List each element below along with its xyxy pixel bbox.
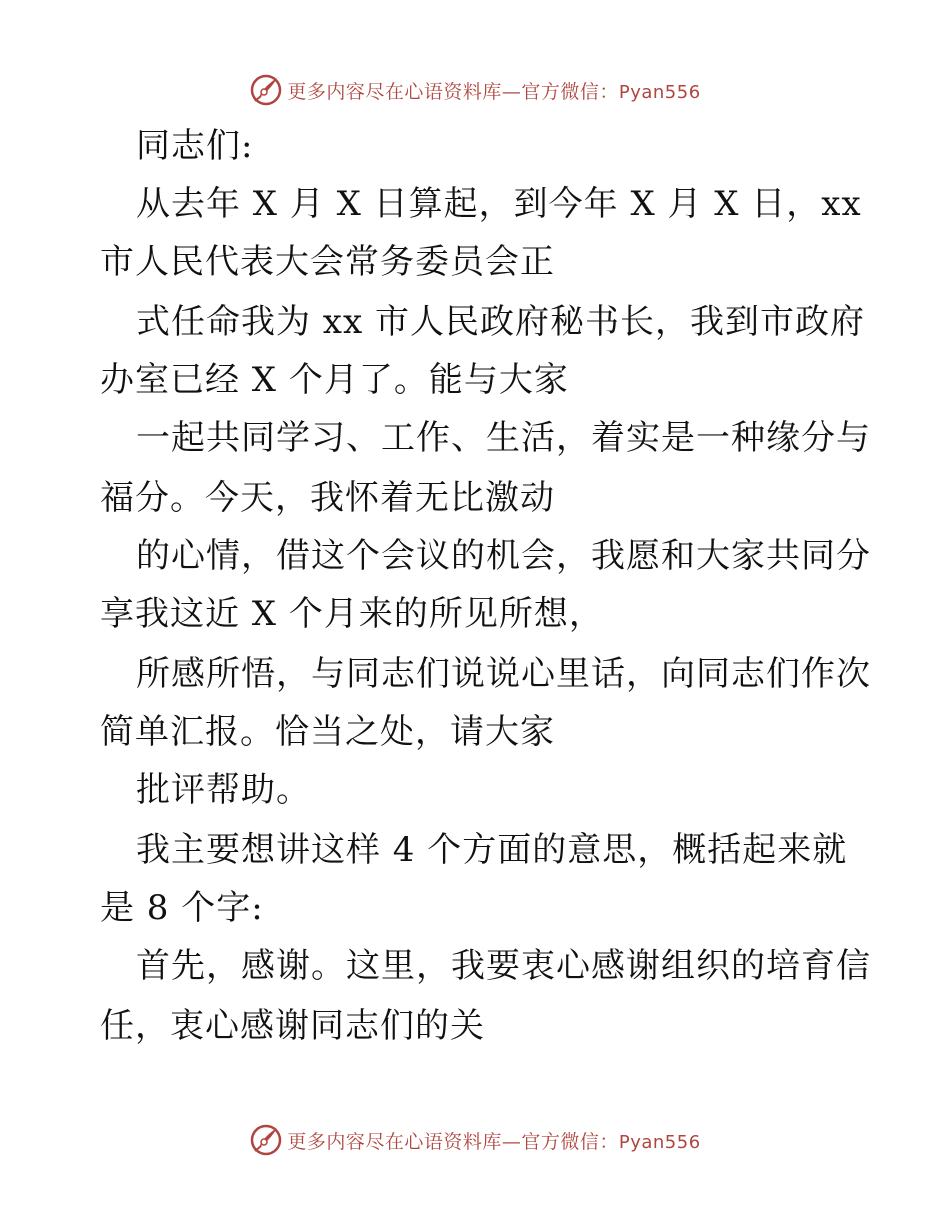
text-line: 式任命我为 xx 市人民政府秘书长，我到市政府 [136, 302, 865, 342]
text-line: 同志们: [136, 126, 254, 166]
text-line: 享我这近 X 个月来的所见所想， [100, 594, 604, 634]
text-line: 从去年 X 月 X 日算起，到今年 X 月 X 日，xx [136, 184, 862, 224]
header-banner [0, 68, 950, 112]
text-line: 市人民代表大会常务委员会正 [100, 242, 555, 282]
text-line: 办室已经 X 个月了。能与大家 [100, 360, 569, 400]
text-line: 一起共同学习、工作、生活，着实是一种缘分与 [136, 418, 871, 458]
banner-text: 更多内容尽在心语资料库—官方微信：Pyan556 [287, 80, 701, 103]
text-line: 是 8 个字: [100, 888, 264, 928]
text-line: 任，衷心感谢同志们的关 [100, 1006, 485, 1046]
wechat-id: Pyan556 [618, 81, 701, 103]
text-line: 我主要想讲这样 4 个方面的意思，概括起来就 [136, 830, 848, 870]
text-line: 福分。今天，我怀着无比激动 [100, 478, 555, 518]
footer-banner [0, 1118, 950, 1162]
banner-text: 更多内容尽在心语资料库—官方微信：Pyan556 [287, 1130, 701, 1153]
quill-circle-logo-icon [249, 73, 283, 107]
text-line: 简单汇报。恰当之处，请大家 [100, 712, 555, 752]
wechat-id: Pyan556 [618, 1131, 701, 1153]
text-line: 首先，感谢。这里，我要衷心感谢组织的培育信 [136, 946, 871, 986]
text-line: 所感所悟，与同志们说说心里话，向同志们作次 [136, 654, 871, 694]
text-line: 的心情，借这个会议的机会，我愿和大家共同分 [136, 536, 871, 576]
text-line: 批评帮助。 [136, 770, 311, 810]
quill-circle-logo-icon [249, 1123, 283, 1157]
